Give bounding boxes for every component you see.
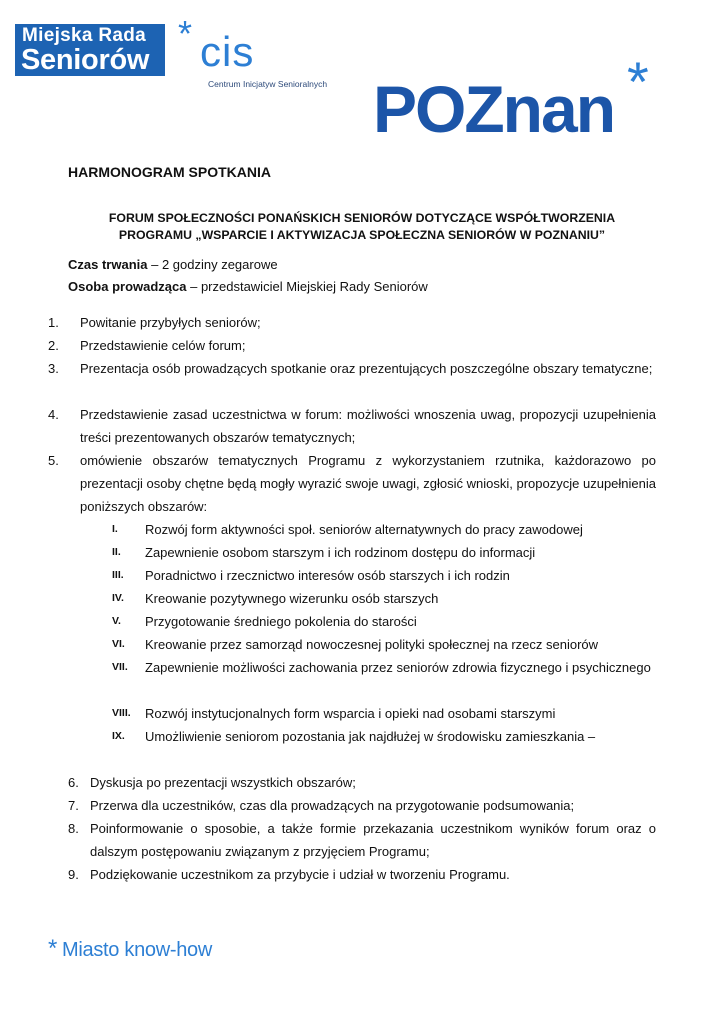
duration-label: Czas trwania (68, 257, 148, 272)
cis-wordmark: cis (200, 28, 255, 75)
area-number: I. (112, 523, 118, 535)
duration-value: – 2 godziny zegarowe (147, 257, 278, 272)
area-item: Rozwój instytucjonalnych form wsparcia i opieki nad osobami starszymi (145, 706, 556, 721)
host-line (68, 279, 428, 294)
agenda-item: omówienie obszarów tematycznych Programu z wykorzystaniem rzutnika, każdorazowo po prezentacji osoby chętne będą mogły wyrazić swoje uwagi, zgłosić wnioski, propozycje uzupełnienia poniższych obszarów: (80, 453, 656, 514)
agenda-item: Przedstawienie celów forum; (80, 338, 246, 353)
agenda-number: 7. (68, 798, 79, 813)
agenda-number: 3. (48, 361, 59, 376)
asterisk-icon: * (627, 50, 649, 113)
area-number: VI. (112, 638, 125, 650)
agenda-item: Prezentacja osób prowadzących spotkanie oraz prezentujących poszczególne obszary tematyczne; (80, 361, 653, 376)
area-item: Kreowanie przez samorząd nowoczesnej polityki społecznej na rzecz seniorów (145, 637, 599, 652)
agenda-item: Dyskusja po prezentacji wszystkich obszarów; (90, 775, 356, 790)
footer-slogan-text: Miasto know-how (62, 939, 213, 961)
agenda-number: 6. (68, 775, 79, 790)
area-item: Poradnictwo i rzecznictwo interesów osób starszych i ich rodzin (145, 568, 510, 583)
forum-heading-line2: PROGRAMU „WSPARCIE I AKTYWIZACJA SPOŁECZNA SENIORÓW W POZNANIU” (118, 227, 606, 242)
agenda-item: Powitanie przybyłych seniorów; (80, 315, 261, 330)
area-item: Umożliwienie seniorom pozostania jak najdłużej w środowisku zamieszkania – (145, 729, 596, 744)
document-title: HARMONOGRAM SPOTKANIA (68, 164, 271, 180)
host-value: – przedstawiciel Miejskiej Rady Seniorów (186, 279, 428, 294)
area-number: III. (112, 569, 124, 581)
asterisk-icon: * (48, 935, 58, 962)
agenda-number: 9. (68, 867, 79, 882)
host-label: Osoba prowadząca (68, 279, 187, 294)
agenda-number: 8. (68, 821, 79, 836)
forum-heading (68, 210, 656, 243)
miejska-rada-seniorow-logo (15, 24, 165, 76)
agenda-item: Podziękowanie uczestnikom za przybycie i udział w tworzeniu Programu. (90, 867, 510, 882)
area-number: V. (112, 615, 121, 627)
asterisk-icon: * (178, 13, 193, 54)
agenda-number: 5. (48, 453, 59, 468)
forum-heading-line1: FORUM SPOŁECZNOŚCI PONAŃSKICH SENIORÓW DOTYCZĄCE WSPÓŁTWORZENIA (108, 211, 616, 225)
poznan-wordmark: POZnan (373, 72, 615, 146)
area-item: Rozwój form aktywności społ. seniorów alternatywnych do pracy zawodowej (145, 522, 583, 537)
area-number: VIII. (112, 707, 131, 719)
agenda-number: 4. (48, 407, 59, 422)
logo-text-line2: Seniorów (21, 44, 150, 76)
duration-line (68, 257, 278, 272)
area-item: Zapewnienie osobom starszym i ich rodzinom dostępu do informacji (145, 545, 536, 560)
area-number: II. (112, 546, 121, 558)
area-number: IV. (112, 592, 124, 604)
logo-text-line1: Miejska Rada (22, 25, 146, 46)
area-number: VII. (112, 661, 128, 673)
cis-subtitle: Centrum Inicjatyw Senioralnych (208, 79, 328, 89)
area-item: Kreowanie pozytywnego wizerunku osób starszych (145, 591, 439, 606)
area-number: IX. (112, 730, 125, 742)
cis-logo (178, 13, 348, 92)
agenda-number: 1. (48, 315, 59, 330)
poznan-logo (373, 50, 673, 146)
agenda-number: 2. (48, 338, 59, 353)
area-item: Zapewnienie możliwości zachowania przez seniorów zdrowia fizycznego i psychicznego (145, 660, 651, 675)
area-item: Przygotowanie średniego pokolenia do starości (145, 614, 417, 629)
footer-slogan (48, 935, 268, 969)
agenda-item: Poinformowanie o sposobie, a także formie przekazania uczestnikom wyników forum oraz o dalszym postępowaniu związanym z przyjęciem Programu; (90, 821, 656, 859)
agenda-item: Przerwa dla uczestników, czas dla prowadzących na przygotowanie podsumowania; (90, 798, 575, 813)
agenda-item: Przedstawienie zasad uczestnictwa w forum: możliwości wnoszenia uwag, propozycji uzupełnienia treści prezentowanych obszarów tematycznych; (80, 407, 656, 445)
